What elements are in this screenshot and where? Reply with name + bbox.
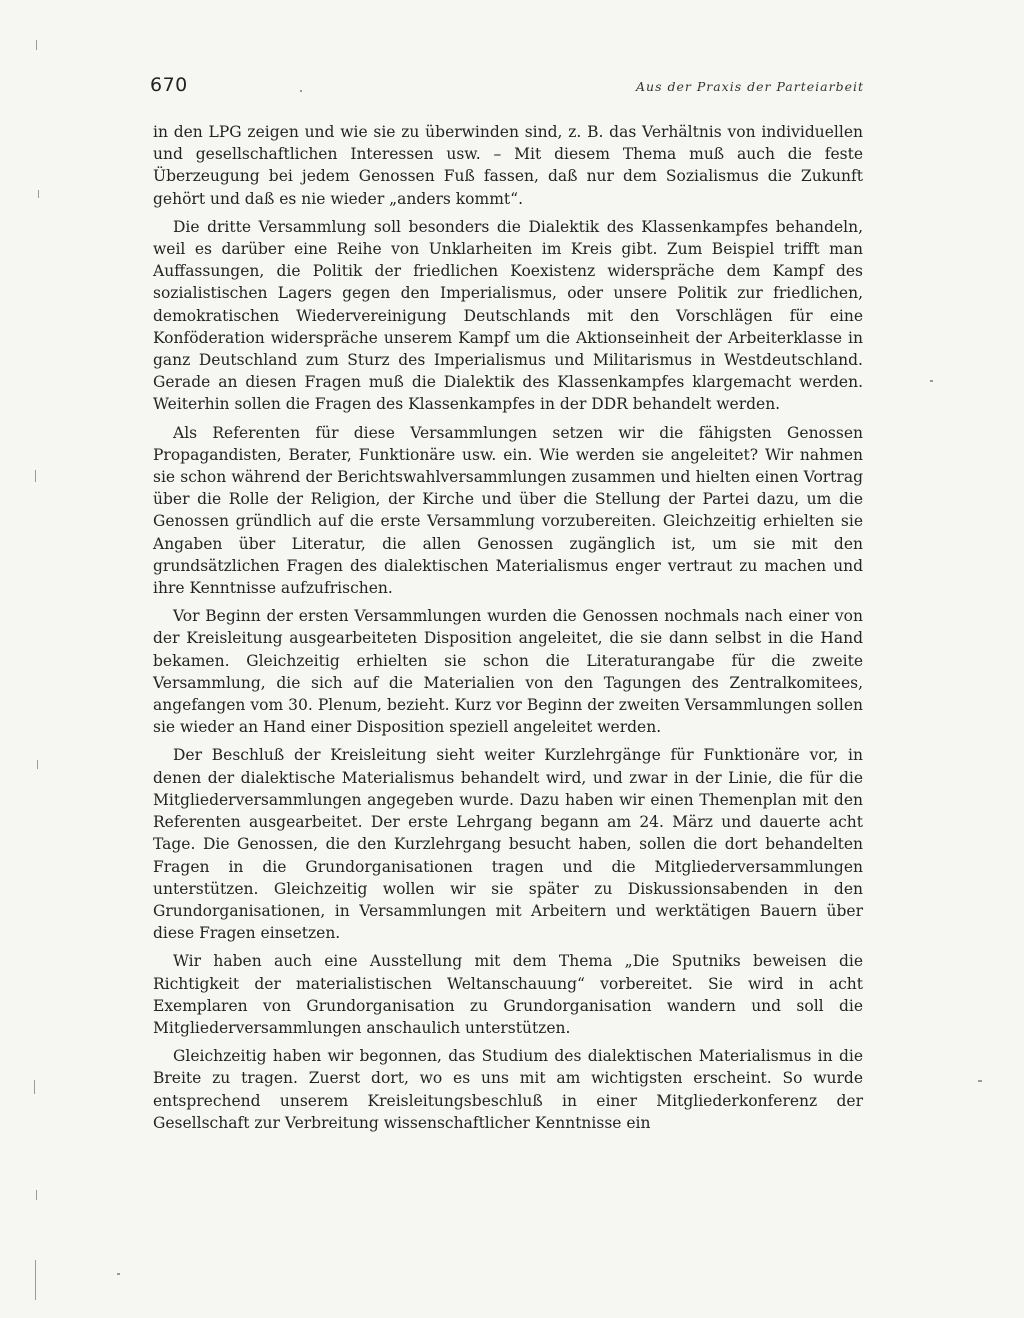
paragraph-4: Vor Beginn der ersten Versammlungen wurden die Genossen nochmals nach einer von der Kreisleitung ausgearbeiteten Disposition angeleitet, die sie dann selbst in die Hand bekamen. Gleichzeitig erhielten sie schon die Literaturangabe für die zweite Versammlung, die sich auf die Materialien von den Tagungen des Zentralkomitees, angefangen vom 30. Plenum, bezieht. Kurz vor Beginn der zweiten Versammlungen sollen sie wieder an Hand einer Disposition speziell angeleitet werden. — [153, 607, 863, 737]
scan-speck — [34, 1080, 35, 1094]
body-text — [153, 121, 863, 1134]
scan-speck — [37, 760, 38, 769]
scan-speck — [978, 1080, 982, 1082]
paragraph-6: Wir haben auch eine Ausstellung mit dem Thema „Die Sputniks beweisen die Richtigkeit der materialistischen Weltanschauung“ vorbereitet. Sie wird in acht Exemplaren von Grundorganisation zu Grundorganisation wandern und soll die Mitgliederversammlungen anschaulich unterstützen. — [153, 952, 863, 1037]
paragraph-7: Gleichzeitig haben wir begonnen, das Studium des dialektischen Materialismus in die Breite zu tragen. Zuerst dort, wo es uns mit am wichtigsten erscheint. So wurde entsprechend unserem Kreisleitungsbeschluß in einer Mitgliederkonferenz der Gesellschaft zur Verbreitung wissenschaftlicher Kenntnisse ein — [153, 1047, 863, 1132]
scan-speck — [300, 90, 302, 92]
scan-speck — [36, 40, 37, 50]
scan-speck — [36, 1190, 37, 1200]
page-number: 670 — [150, 74, 188, 96]
paragraph-5: Der Beschluß der Kreisleitung sieht weiter Kurzlehrgänge für Funktionäre vor, in denen der dialektische Materialismus behandelt wird, und zwar in der Linie, die für die Mitgliederversammlungen angegeben wurde. Dazu haben wir einen Themenplan mit den Referenten ausgearbeitet. Der erste Lehrgang begann am 24. März und dauerte acht Tage. Die Genossen, die den Kurzlehrgang besucht haben, sollen die dort behandelten Fragen in die Grundorganisationen tragen und die Mitgliederversammlungen unterstützen. Gleichzeitig wollen wir sie später zu Diskussionsabenden in den Grundorganisationen, in Versammlungen mit Arbeitern und werktätigen Bauern über diese Fragen einsetzen. — [153, 746, 863, 943]
paragraph-3: Als Referenten für diese Versammlungen setzen wir die fähigsten Genossen Propagandisten, Berater, Funktionäre usw. ein. Wie werden sie angeleitet? Wir nahmen sie schon während der Berichtswahlversammlungen zusammen und hielten einen Vortrag über die Rolle der Religion, der Kirche und über die Stellung der Partei dazu, um die Genossen gründlich auf die erste Versammlung vorzubereiten. Gleichzeitig erhielten sie Angaben über Literatur, die allen Genossen zugänglich ist, um sie mit den grundsätzlichen Fragen des dialektischen Materialismus enger vertraut zu machen und ihre Kenntnisse aufzufrischen. — [153, 423, 863, 598]
page-header — [150, 74, 864, 104]
scan-speck — [117, 1273, 120, 1275]
paragraph-1: in den LPG zeigen und wie sie zu überwinden sind, z. B. das Verhältnis von individuellen und gesellschaftlichen Interessen usw. – Mit diesem Thema muß auch die feste Überzeugung bei jedem Genossen Fuß fassen, daß nur dem Sozialismus die Zukunft gehört und daß es nie wieder „anders kommt“. — [153, 123, 863, 208]
scan-speck — [38, 190, 39, 198]
scan-speck — [930, 380, 933, 382]
running-head: Aus der Praxis der Parteiarbeit — [636, 79, 864, 94]
scan-speck — [35, 470, 36, 482]
scan-speck — [35, 1260, 36, 1300]
paragraph-2: Die dritte Versammlung soll besonders die Dialektik des Klassenkampfes behandeln, weil es darüber eine Reihe von Unklarheiten im Kreis gibt. Zum Beispiel trifft man Auffassungen, die Politik der friedlichen Koexistenz widerspräche dem Kampf des sozialistischen Lagers gegen den Imperialismus, oder unsere Politik zur friedlichen, demokratischen Wiedervereinigung Deutschlands mit den Vorschlägen für eine Konföderation widerspräche unserem Kampf um die Aktionseinheit der Arbeiterklasse in ganz Deutschland zum Sturz des Imperialismus und Militarismus in Westdeutschland. Gerade an diesen Fragen muß die Dialektik des Klassenkampfes klargemacht werden. Weiterhin sollen die Fragen des Klassenkampfes in der DDR behandelt werden. — [153, 217, 863, 414]
